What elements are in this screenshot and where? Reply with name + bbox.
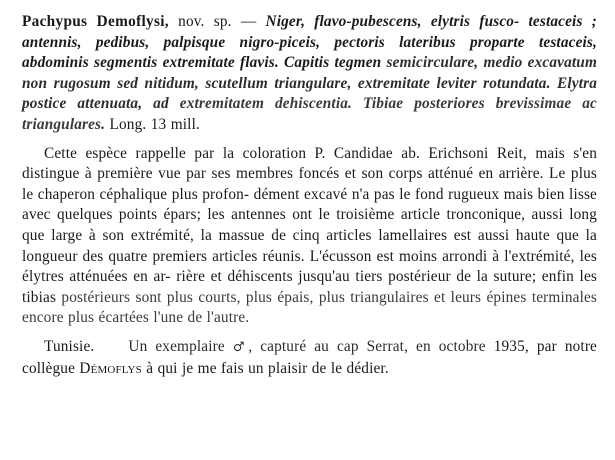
species-rank: nov. sp.: [178, 13, 232, 30]
comparison-line-7: est aussi haute que la longueur des quatre premiers articles réunis.: [22, 226, 597, 265]
em-dash: —: [240, 13, 257, 30]
male-symbol-icon: ♂: [232, 339, 249, 355]
latin-diagnosis-line-4: semicirculare, medio excavatum non rugosum sed nitidum, scutellum: [22, 54, 598, 92]
comparison-line-6: long que large à son extrémité, la massue de cinq articles lamellaires: [22, 206, 598, 244]
species-name: Pachypus Demoflysi,: [22, 13, 169, 30]
specimen-text-b: , capturé au cap Serrat, en octobre: [248, 337, 486, 355]
specimen-text-a: Un exemplaire: [128, 337, 225, 355]
length-measurement: Long. 13 mill.: [109, 115, 200, 133]
comparison-line-5: points épars; les antennes ont le troisième article tronconique, aussi: [118, 206, 563, 224]
comparison-line-3: son corps atténué en arrière. Le plus le chaperon céphalique plus profon-: [22, 165, 598, 203]
comparison-line-10: postérieurs sont plus courts, plus épais, plus triangulaires et leurs épines: [61, 288, 527, 306]
collector-name: Démoflys: [79, 359, 142, 377]
dedication-end: dédier.: [346, 359, 389, 377]
comparison-line-9: rière et déhiscents jusqu'au tiers postérieur de la suture; enfin les tibias: [22, 268, 597, 306]
comparison-line-2: Reit, mais s'en distingue à première vue par ses membres foncés et: [22, 144, 597, 183]
locality-paragraph: [22, 337, 597, 379]
latin-diagnosis-line-2: testaceis ; antennis, pedibus, palpisque nigro-piceis, pectoris lateribus: [22, 13, 598, 51]
latin-diagnosis-line-3: proparte testaceis, abdominis segmentis extremitate flavis. Capitis tegmen: [22, 33, 597, 72]
collection-year-line: 1935, par notre collègue: [22, 337, 597, 377]
comparison-line-8: L'écusson est moins arrondi à l'extrémité, les élytres atténuées en ar-: [22, 247, 598, 286]
latin-diagnosis-line-1: Niger, flavo-pubescens, elytris fusco-: [265, 13, 520, 30]
species-description-paragraph: [22, 12, 597, 136]
comparison-line-4: dément excavé n'a pas le fond rugueux mais bien lisse avec quelques: [22, 185, 597, 224]
comparison-paragraph: [22, 144, 597, 329]
dedication-text: à qui je me fais un plaisir de le: [146, 359, 343, 377]
comparison-line-1: Cette espèce rappelle par la coloration P. Candidae ab. Erichsoni: [44, 144, 489, 162]
latin-diagnosis-line-6: extremitatem dehiscentia. Tibiae posteriores brevissimae ac triangulares.: [22, 95, 597, 133]
comparison-line-11: terminales encore plus écartées l'une de l'autre.: [22, 288, 598, 327]
locality-name: Tunisie.: [44, 337, 95, 355]
latin-diagnosis-line-5: triangulare, extremitate leviter rotundata. Elytra postice attenuata, ad: [22, 74, 598, 113]
